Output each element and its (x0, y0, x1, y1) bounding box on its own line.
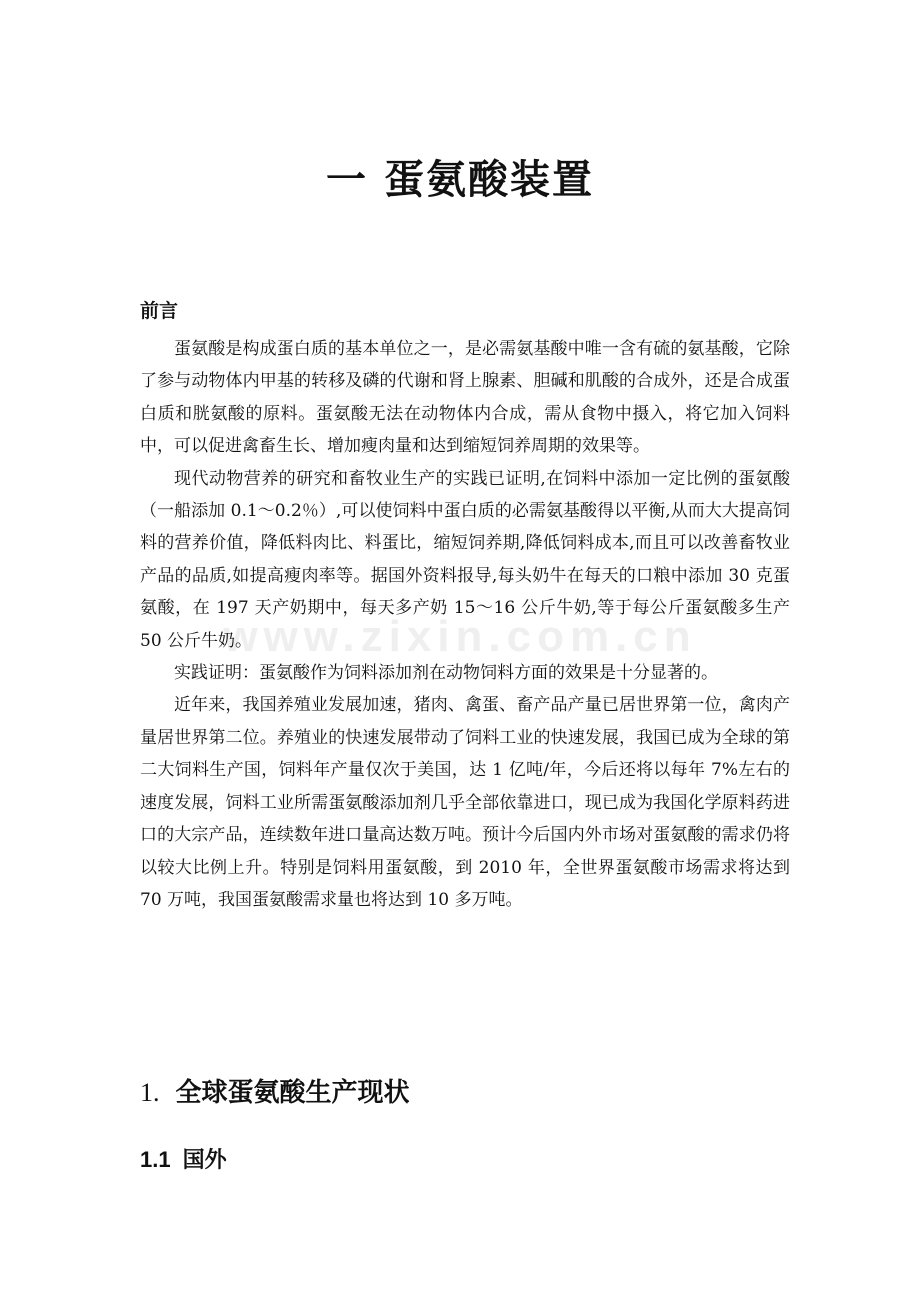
section-heading (140, 1072, 410, 1109)
preface-heading: 前言 (140, 300, 179, 322)
section-title: 全球蛋氨酸生产现状 (175, 1078, 410, 1108)
paragraph: 蛋氨酸是构成蛋白质的基本单位之一，是必需氨基酸中唯一含有硫的氨基酸，它除了参与动物体内甲基的转移及磷的代谢和肾上腺素、胆碱和肌酸的合成外，还是合成蛋白质和胱氨酸的原料。蛋氨酸无法在动物体内合成，需从食物中摄入，将它加入饲料中，可以促进禽畜生长、增加瘦肉量和达到缩短饲养周期的效果等。 (140, 339, 790, 457)
paragraph: 近年来，我国养殖业发展加速，猪肉、禽蛋、畜产品产量已居世界第一位，禽肉产量居世界第二位。养殖业的快速发展带动了饲料工业的快速发展，我国已成为全球的第二大饲料生产国，饲料年产量仅次于美国，达 1 亿吨/年，今后还将以每年 7%左右的速度发展，饲料工业所需蛋氨酸添加剂几乎全部依靠进口，现已成为我国化学原料药进口的大宗产品，连续数年进口量高达数万吨。预计今后国内外市场对蛋氨酸的需求仍将以较大比例上升。特别是饲料用蛋氨酸，到 2010 年，全世界蛋氨酸市场需求将达到 70 万吨，我国蛋氨酸需求量也将达到 10 多万吨。 (140, 695, 790, 910)
paragraph: 现代动物营养的研究和畜牧业生产的实践已证明,在饲料中添加一定比例的蛋氨酸（一船添加 0.1～0.2％）,可以使饲料中蛋白质的必需氨基酸得以平衡,从而大大提高饲料的营养价值，降低料肉比、料蛋比，缩短饲养期,降低饲料成本,而且可以改善畜牧业产品的品质,如提高瘦肉率等。据国外资料报导,每头奶牛在每天的口粮中添加 30 克蛋氨酸，在 197 天产奶期中，每天多产奶 15～16 公斤牛奶,等于每公斤蛋氨酸多生产 50 公斤牛奶。 (140, 468, 790, 651)
preface-body (140, 333, 790, 916)
watermark: www.zixin.com.cn (223, 612, 697, 661)
document-title: 一 蛋氨酸装置 (326, 156, 594, 203)
subsection-number: 1.1 (140, 1147, 171, 1172)
subsection-title: 国外 (182, 1147, 227, 1173)
paragraph: 实践证明：蛋氨酸作为饲料添加剂在动物饲料方面的效果是十分显著的。 (174, 663, 718, 684)
section-number: 1. (140, 1078, 160, 1107)
subsection-heading (140, 1143, 227, 1174)
